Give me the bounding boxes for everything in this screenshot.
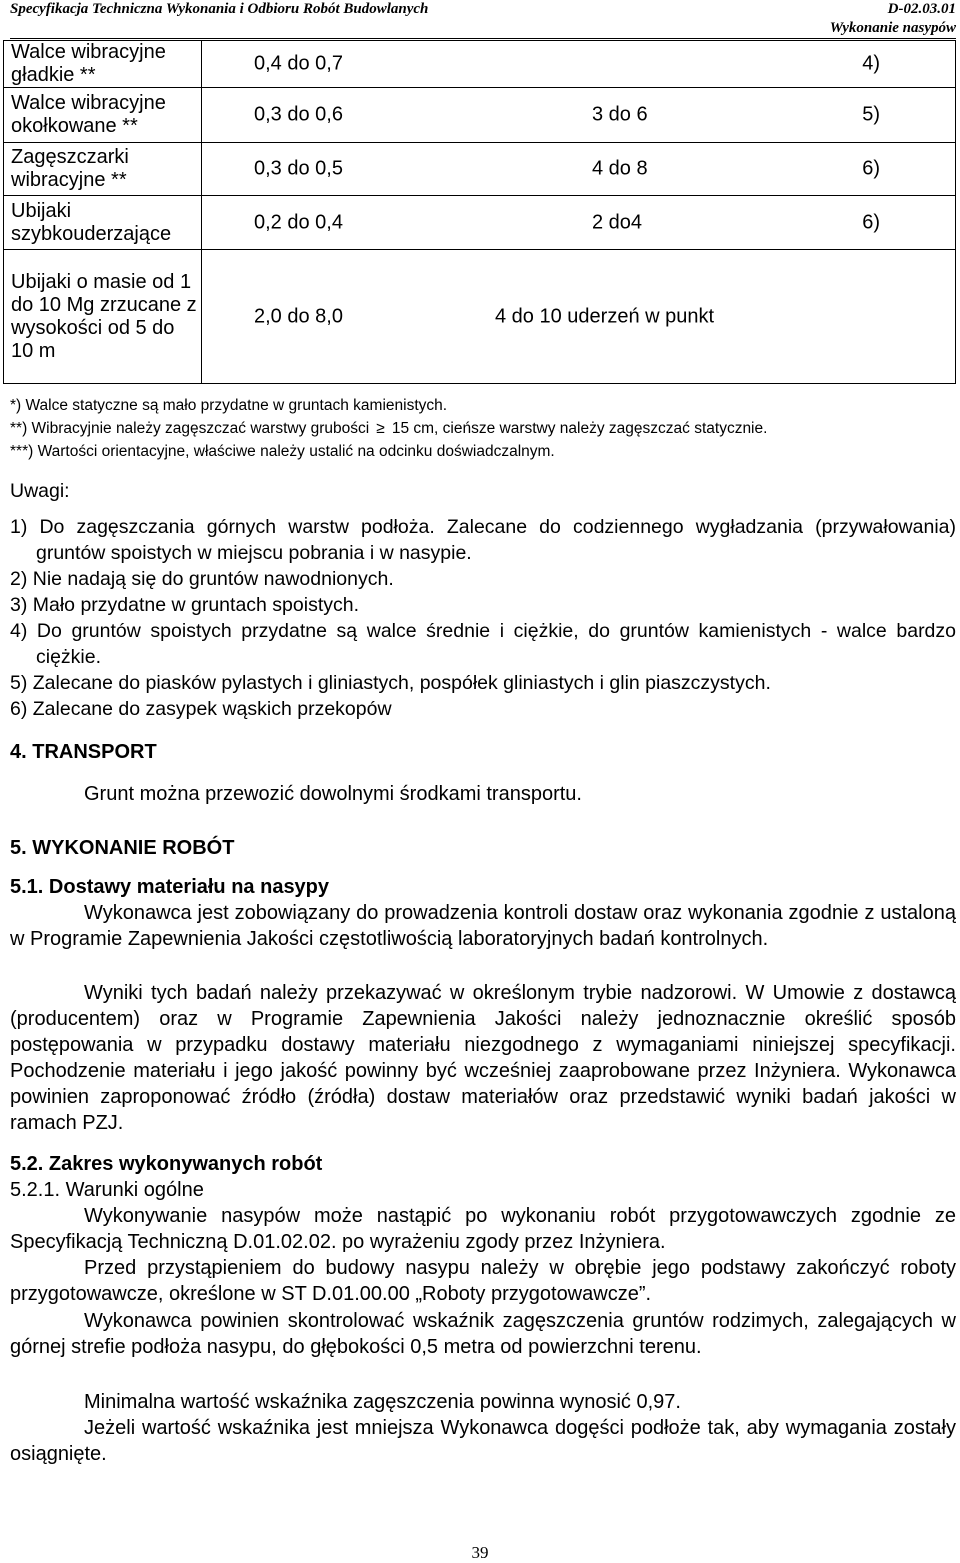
equipment-name: Ubijaki szybkouderzające: [4, 196, 202, 250]
subsubsection-heading: 5.2.1. Warunki ogólne: [10, 1179, 204, 1201]
passes-count: 4 do 8: [592, 157, 648, 180]
remark-item: 4) Do gruntów spoistych przydatne są walce średnie i ciężkie, do gruntów kamienistych - walce bardzo ciężkie.: [10, 620, 956, 668]
remark-ref: 6): [862, 157, 880, 180]
footnote: *) Walce statyczne są mało przydatne w gruntach kamienistych.: [10, 397, 448, 414]
passes-count: 2 do4: [592, 211, 643, 233]
passes-count: 3 do 6: [592, 103, 648, 126]
paragraph: Jeżeli wartość wskaźnika jest mniejsza Wykonawca dogęści podłoże tak, aby wymagania zostały osiągnięte.: [10, 1417, 956, 1465]
transport-heading: 4. TRANSPORT: [10, 741, 157, 763]
passes-count: 4 do 10 uderzeń w punkt: [495, 305, 715, 327]
works-heading: 5. WYKONANIE ROBÓT: [10, 837, 235, 859]
equipment-name: Walce wibracyjne gładkie **: [4, 41, 202, 88]
footnote: [10, 417, 767, 440]
footnote-text: **) Wibracyjnie należy zagęszczać warstwy grubości: [10, 420, 370, 437]
table-footnotes: [10, 394, 767, 463]
remark-item: 3) Mało przydatne w gruntach spoistych.: [10, 594, 360, 616]
layer-thickness: 0,4 do 0,7: [254, 52, 343, 75]
compaction-equipment-table: [3, 40, 956, 384]
remark-item: 5) Zalecane do piasków pylastych i gliniastych, pospółek gliniastych i glin piaszczystych.: [10, 672, 771, 694]
equipment-name: Walce wibracyjne okołkowane **: [4, 88, 202, 143]
layer-thickness: 2,0 do 8,0: [254, 305, 343, 327]
greater-equal-symbol: ≥: [376, 420, 385, 437]
table-row: [4, 250, 956, 384]
table-row: [4, 88, 956, 143]
paragraph: Wykonawca powinien skontrolować wskaźnik zagęszczenia gruntów rodzimych, zalegających w górnej strefie podłoża nasypu, do głębokości 0,5 metra od powierzchni terenu.: [10, 1310, 956, 1358]
paragraph: Wykonawca jest zobowiązany do prowadzenia kontroli dostaw oraz wykonania zgodnie z ustaloną w Programie Zapewnienia Jakości częstotliwością laboratoryjnych badań kontrolnych.: [10, 902, 956, 950]
equipment-values: [202, 88, 956, 143]
table-row: [4, 143, 956, 196]
layer-thickness: 0,3 do 0,5: [254, 157, 343, 180]
footnote-text: 15 cm, cieńsze warstwy należy zagęszczać statycznie.: [391, 420, 768, 437]
page-number: 39: [471, 1543, 489, 1562]
page-header: [10, 0, 956, 40]
remarks-section: [10, 478, 956, 722]
layer-thickness: 0,2 do 0,4: [254, 211, 343, 233]
equipment-values: [202, 250, 956, 384]
remark-ref: 4): [862, 52, 880, 75]
header-spec-code: D-02.03.01: [887, 1, 956, 17]
equipment-name: Zagęszczarki wibracyjne **: [4, 143, 202, 196]
remarks-title: Uwagi:: [10, 480, 70, 502]
remark-ref: 5): [862, 103, 880, 126]
remark-ref: 6): [862, 211, 880, 233]
paragraph: Wykonywanie nasypów może nastąpić po wykonaniu robót przygotowawczych zgodnie ze Specyfikacją Techniczną D.01.02.02. po wyrażeniu zgody przez Inżyniera.: [10, 1205, 956, 1253]
table-row: [4, 196, 956, 250]
remark-item: 1) Do zagęszczania górnych warstw podłoża. Zalecane do codziennego wygładzania (przywałowania) gruntów spoistych w miejscu pobrania i w nasypie.: [10, 516, 956, 564]
equipment-values: [202, 143, 956, 196]
equipment-name: Ubijaki o masie od 1 do 10 Mg zrzucane z wysokości od 5 do 10 m: [4, 250, 202, 384]
subsection-heading: 5.2. Zakres wykonywanych robót: [10, 1153, 323, 1175]
transport-text: Grunt można przewozić dowolnymi środkami transportu.: [84, 783, 582, 805]
paragraph: Przed przystąpieniem do budowy nasypu należy w obrębie jego podstawy zakończyć roboty przygotowawcze, określone w ST D.01.00.00 „Roboty przygotowawcze”.: [10, 1257, 956, 1305]
remark-item: 6) Zalecane do zasypek wąskich przekopów: [10, 698, 392, 720]
remark-item: 2) Nie nadają się do gruntów nawodnionych.: [10, 568, 394, 590]
footnote: ***) Wartości orientacyjne, właściwe należy ustalić na odcinku doświadczalnym.: [10, 443, 555, 460]
subsection-heading: 5.1. Dostawy materiału na nasypy: [10, 876, 330, 898]
equipment-values: [202, 41, 956, 88]
header-spec-title: Wykonanie nasypów: [829, 20, 956, 36]
equipment-values: [202, 196, 956, 250]
layer-thickness: 0,3 do 0,6: [254, 103, 343, 126]
header-document-title: Specyfikacja Techniczna Wykonania i Odbioru Robót Budowlanych: [10, 1, 429, 17]
paragraph: Minimalna wartość wskaźnika zagęszczenia powinna wynosić 0,97.: [84, 1391, 681, 1413]
table-row: [4, 41, 956, 88]
paragraph: Wyniki tych badań należy przekazywać w określonym trybie nadzorowi. W Umowie z dostawcą (producentem) oraz w Programie Zapewnienia Jakości należy jednoznacznie określić sposób postępowania w przypadku dostawy materiału niezgodnego z wymaganiami niniejszej specyfikacji. Pochodzenie materiału i jego jakość powinny być wcześniej zaaprobowane przez Inżyniera. Wykonawca powinien zaproponować źródło (źródła) dostaw materiałów oraz przedstawić wyniki badań jakości w ramach PZJ.: [10, 982, 956, 1134]
header-rule: [10, 38, 956, 39]
